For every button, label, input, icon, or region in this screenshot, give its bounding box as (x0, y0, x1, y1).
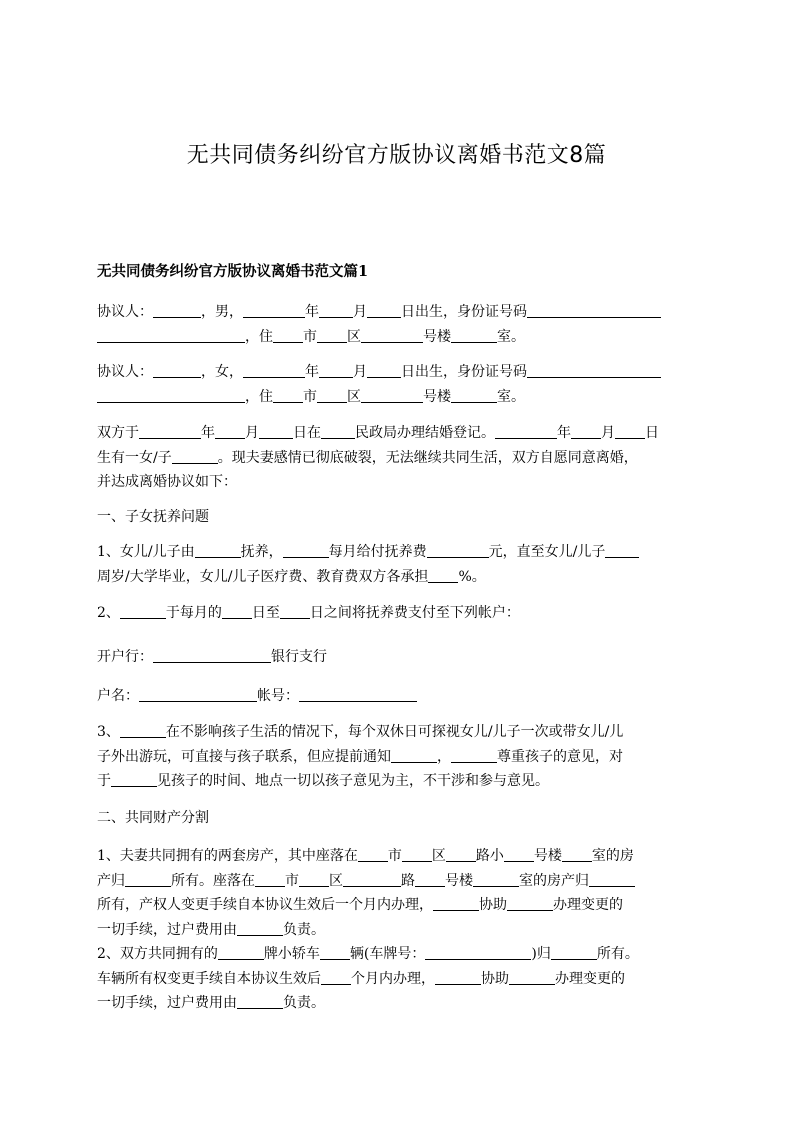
visitation-paragraph: 3、 在不影响孩子生活的情况下，每个双休日可探视女儿/儿子一次或带女儿/儿 子外出游玩，可直接与孩子联系，但应提前通知 ， 尊重孩子的意见，对 于 见孩子的时间、地点一切以孩子意见为主，不干涉和参与意见。 (97, 724, 624, 789)
payment-paragraph: 2、 于每月的 日至 日之间将抚养费支付至下列帐户： (97, 605, 520, 621)
account-line: 户名： 帐号： (97, 684, 702, 709)
marriage-paragraph: 双方于 年 月 日在 民政局办理结婚登记。 年 月 日 生有一女/子 。现夫妻感情已彻底破裂，无法继续共同生活，双方自愿同意离婚， 并达成离婚协议如下： (97, 425, 659, 490)
id-blank (527, 302, 661, 318)
vehicle-paragraph: 2、双方共同拥有的 牌小轿车 辆(车牌号： )归 所有。 车辆所有权变更手续自本协议生效后 个月内办理， 协助 办理变更的 一切手续，过户费用由 负责。 (97, 946, 639, 1011)
year-blank (243, 302, 305, 318)
property-paragraph: 1、夫妻共同拥有的两套房产，其中座落在 市 区 路小 号楼 室的房 产归 所有。座落在 市 区 路 号楼 室的房产归 所有，产权人变更手续自本协议生效后一个月内办理， 协助 办理变更的 一切手续，过户费用由 负责。 (97, 848, 634, 938)
bank-blank (153, 647, 271, 663)
party-two-paragraph: 协议人： ，女， 年 月 日出生，身份证号码 ，住 市 区 号楼 室。 (97, 360, 702, 409)
section-heading: 无共同债务纠纷官方版协议离婚书范文篇1 (97, 263, 369, 280)
name-blank (153, 302, 201, 318)
child-support-paragraph: 1、女儿/儿子由 抚养， 每月给付抚养费 元，直至女儿/儿子 周岁/大学毕业，女儿/儿子医疗费、教育费双方各承担 %。 (97, 540, 702, 589)
bank-line: 开户行： 银行支行 (97, 649, 327, 665)
party-one-paragraph: 协议人： ，男， 年 月 日出生，身份证号码 ，住 市 区 号楼 室。 (97, 300, 702, 349)
document-title: 无共同债务纠纷官方版协议离婚书范文8篇 (186, 143, 607, 168)
subheading-property: 二、共同财产分割 (97, 810, 209, 826)
subheading-child-support: 一、子女抚养问题 (97, 509, 209, 525)
